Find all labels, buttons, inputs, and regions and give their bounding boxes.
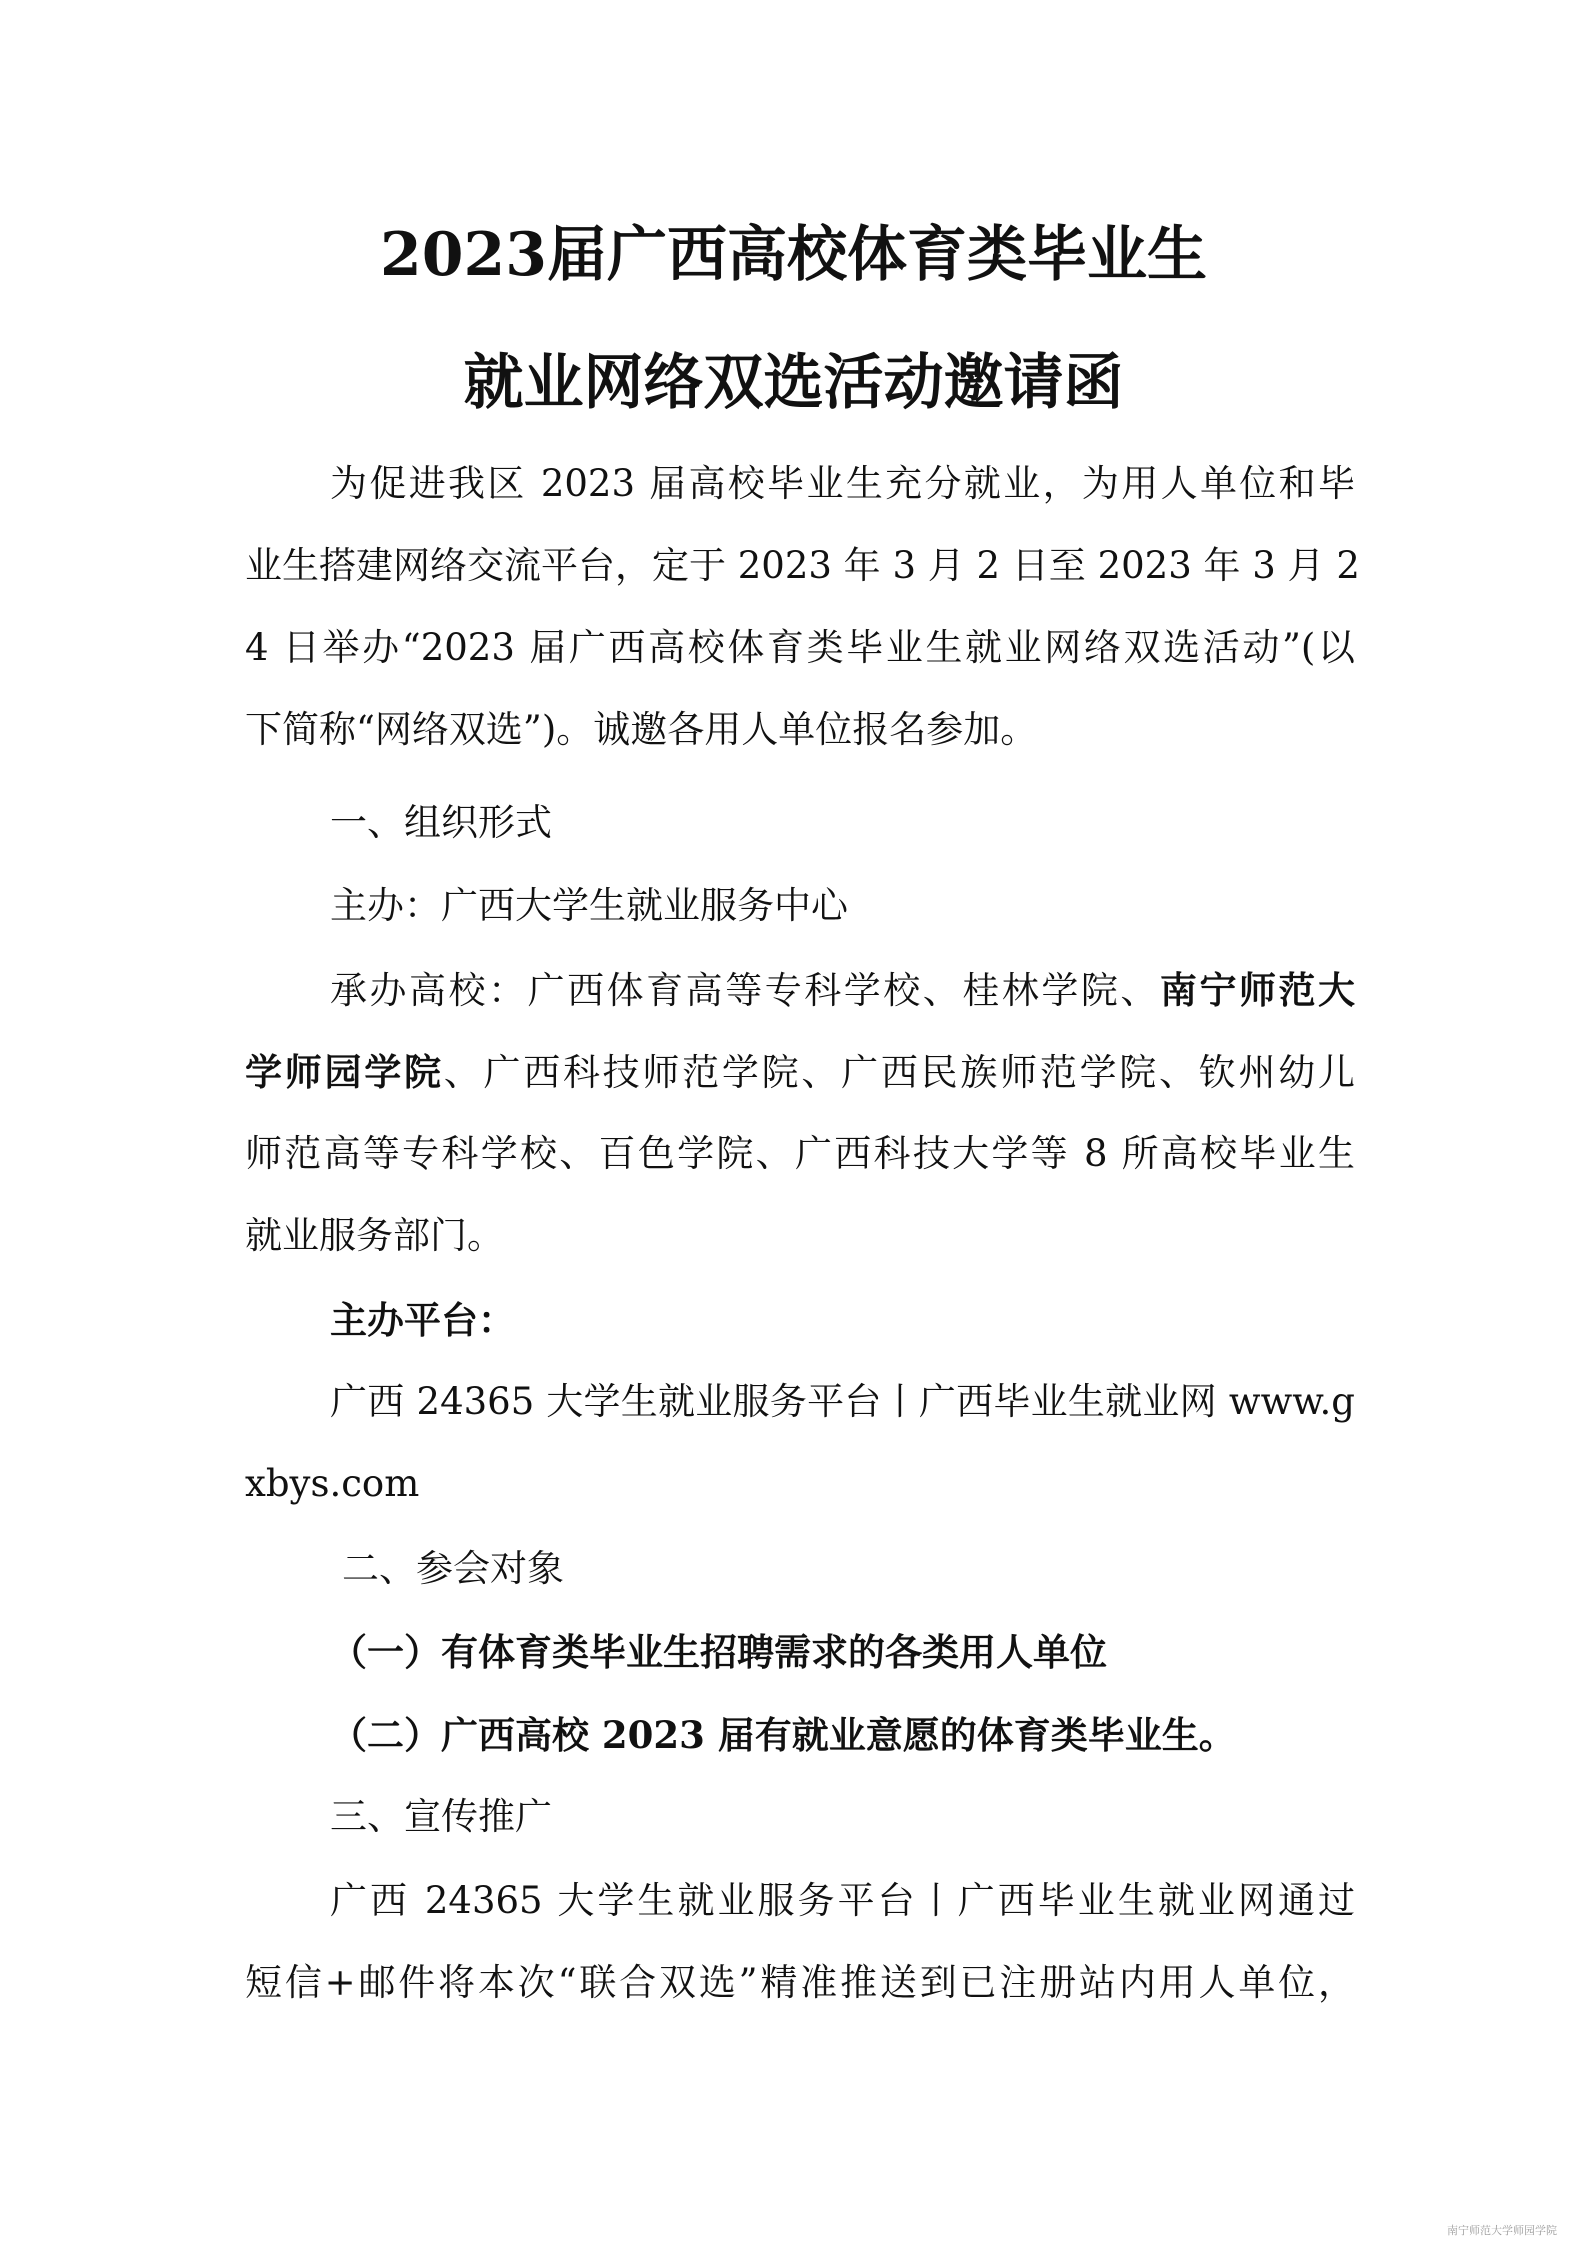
co-organizer-line-3: 师范高等专科学校、百色学院、广西科技大学等 8 所高校毕业生	[245, 1132, 1355, 1175]
audience-item-2: （二）广西高校 2023 届有就业意愿的体育类毕业生。	[330, 1713, 1236, 1757]
co-organizer-text: 承办高校：广西体育高等专科学校、桂林学院、	[330, 969, 1160, 1012]
host-line: 主办：广西大学生就业服务中心	[330, 884, 848, 927]
co-organizer-highlight: 学师园学院	[245, 1050, 444, 1094]
section-3-heading: 三、宣传推广	[330, 1795, 552, 1838]
page-title-line2: 就业网络双选活动邀请函	[463, 348, 1124, 418]
watermark: 南宁师范大学师园学院	[1447, 2224, 1557, 2237]
promotion-line-1: 广西 24365 大学生就业服务平台丨广西毕业生就业网通过	[330, 1879, 1355, 1922]
intro-line-1: 为促进我区 2023 届高校毕业生充分就业，为用人单位和毕	[330, 462, 1355, 505]
page-title-line1: 2023届广西高校体育类毕业生	[380, 220, 1207, 290]
co-organizer-line-2	[245, 1044, 1355, 1100]
platform-line-2: xbys.com	[245, 1462, 420, 1505]
co-organizer-text: 、广西科技师范学院、广西民族师范学院、钦州幼儿	[443, 1051, 1356, 1094]
intro-line-2: 业生搭建网络交流平台，定于 2023 年 3 月 2 日至 2023 年 3 月 2	[245, 544, 1360, 587]
co-organizer-highlight: 南宁师范大	[1159, 968, 1356, 1012]
section-2-heading: 二、参会对象	[342, 1547, 564, 1590]
section-1-heading: 一、组织形式	[330, 801, 552, 844]
platform-heading: 主办平台：	[330, 1298, 515, 1342]
intro-line-3: 4 日举办“2023 届广西高校体育类毕业生就业网络双选活动”(以	[245, 626, 1355, 669]
promotion-line-2: 短信+邮件将本次“联合双选”精准推送到已注册站内用人单位，	[245, 1961, 1355, 2004]
co-organizer-line-1	[330, 962, 1355, 1018]
intro-line-4: 下简称“网络双选”)。诚邀各用人单位报名参加。	[245, 708, 1038, 751]
platform-line-1: 广西 24365 大学生就业服务平台丨广西毕业生就业网 www.g	[330, 1380, 1355, 1423]
co-organizer-line-4: 就业服务部门。	[245, 1214, 504, 1257]
audience-item-1: （一）有体育类毕业生招聘需求的各类用人单位	[330, 1630, 1107, 1674]
